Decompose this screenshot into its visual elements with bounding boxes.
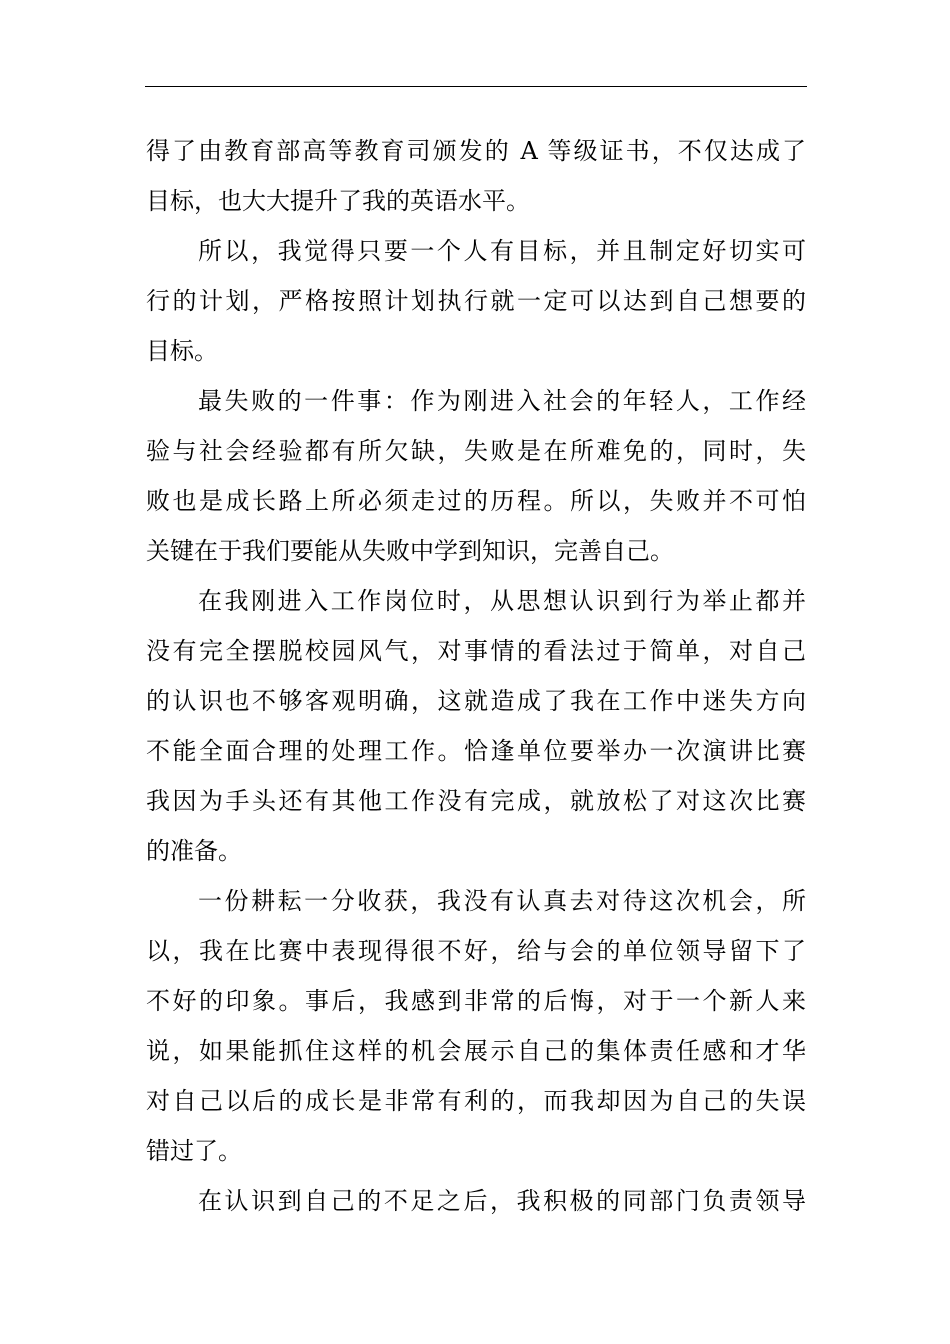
text-line: 得了由教育部高等教育司颁发的 A 等级证书，不仅达成了	[146, 137, 806, 165]
text-line: 行的计划，严格按照计划执行就一定可以达到自己想要的	[146, 287, 806, 315]
text-line: 一份耕耘一分收获，我没有认真去对待这次机会，所	[198, 887, 806, 915]
text-line: 的准备。	[146, 837, 242, 865]
text-line: 对自己以后的成长是非常有利的，而我却因为自己的失误	[146, 1087, 806, 1115]
text-line: 在我刚进入工作岗位时，从思想认识到行为举止都并	[198, 587, 806, 615]
text-line: 目标，也大大提升了我的英语水平。	[146, 187, 530, 215]
text-line: 不能全面合理的处理工作。恰逢单位要举办一次演讲比赛	[146, 737, 806, 765]
text-line: 败也是成长路上所必须走过的历程。所以，失败并不可怕	[146, 487, 806, 515]
text-line: 不好的印象。事后，我感到非常的后悔，对于一个新人来	[146, 987, 806, 1015]
text-line: 目标。	[146, 337, 218, 365]
text-line: 关键在于我们要能从失败中学到知识，完善自己。	[146, 537, 674, 565]
header-rule	[145, 86, 807, 87]
text-line: 以，我在比赛中表现得很不好，给与会的单位领导留下了	[146, 937, 806, 965]
text-line: 所以，我觉得只要一个人有目标，并且制定好切实可	[198, 237, 806, 265]
text-line: 的认识也不够客观明确，这就造成了我在工作中迷失方向	[146, 687, 806, 715]
text-line: 错过了。	[146, 1137, 242, 1165]
text-line: 我因为手头还有其他工作没有完成，就放松了对这次比赛	[146, 787, 806, 815]
text-line: 在认识到自己的不足之后，我积极的同部门负责领导	[198, 1187, 806, 1215]
text-line: 说，如果能抓住这样的机会展示自己的集体责任感和才华	[146, 1037, 806, 1065]
document-body	[146, 126, 806, 1226]
text-line: 验与社会经验都有所欠缺，失败是在所难免的，同时，失	[146, 437, 806, 465]
text-line: 最失败的一件事：作为刚进入社会的年轻人，工作经	[198, 387, 806, 415]
text-line: 没有完全摆脱校园风气，对事情的看法过于简单，对自己	[146, 637, 806, 665]
